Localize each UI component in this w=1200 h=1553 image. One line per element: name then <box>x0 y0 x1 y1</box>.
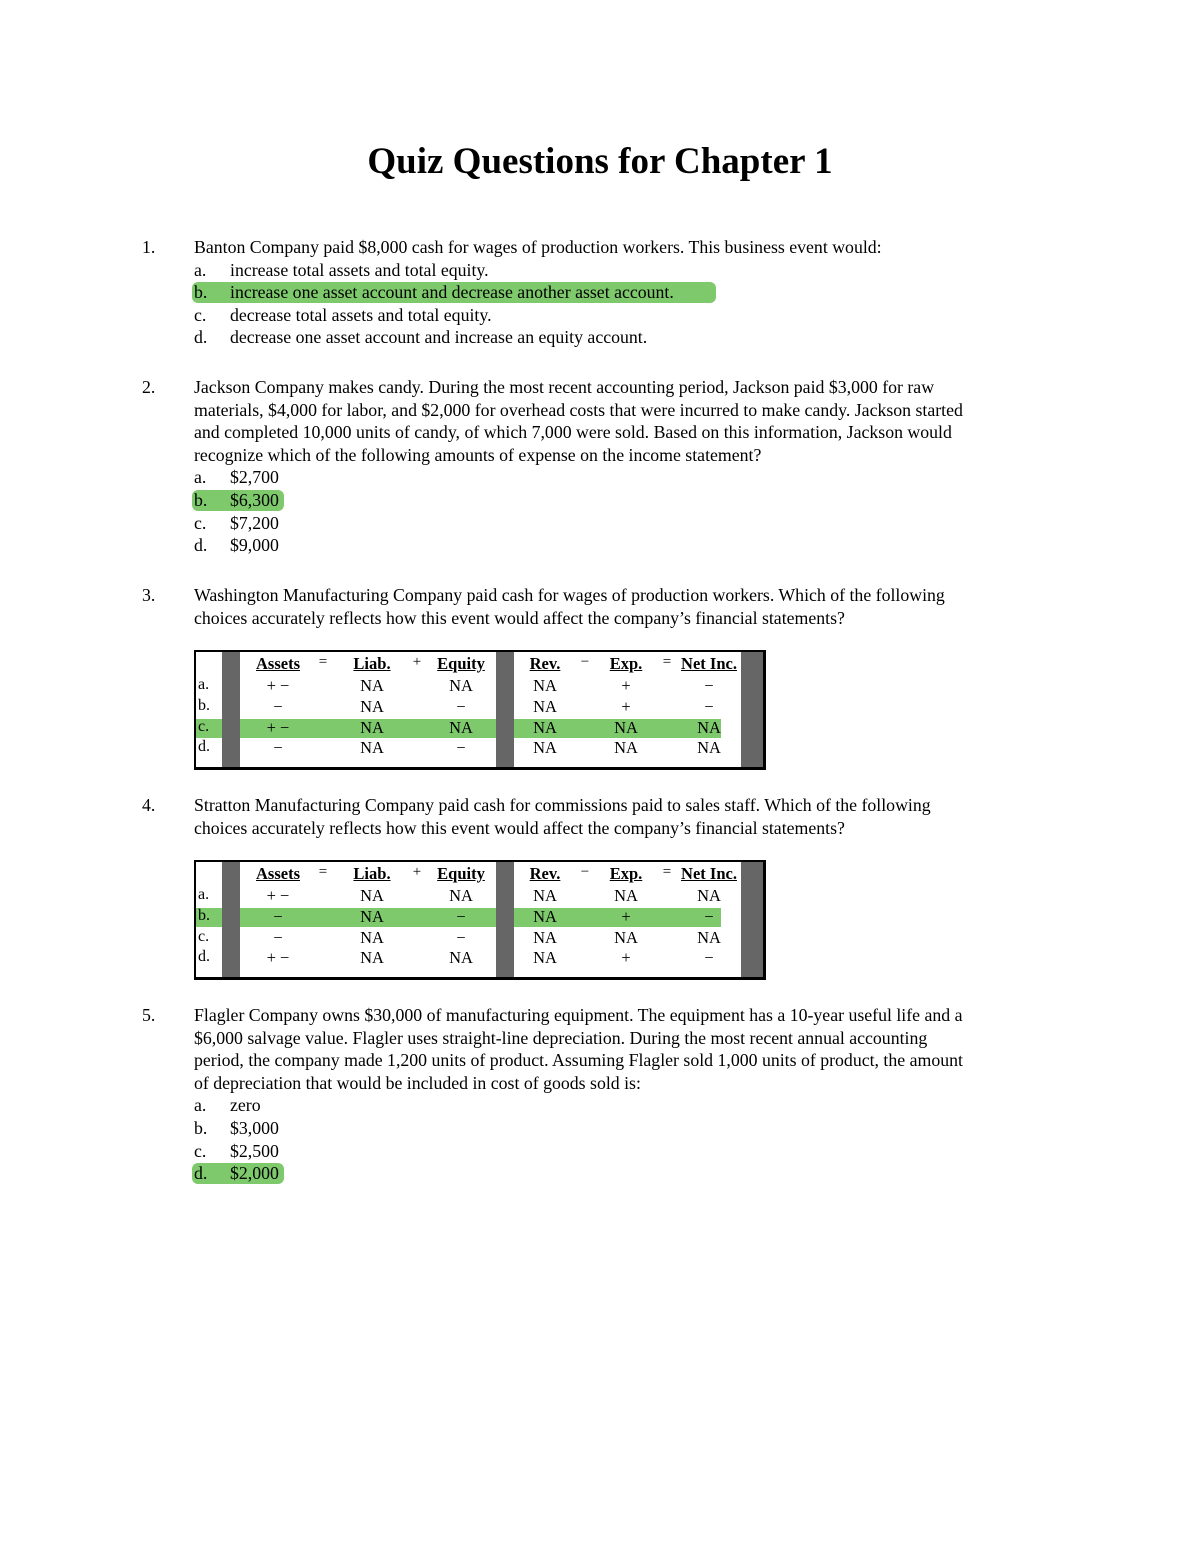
option-d[interactable] <box>194 534 1062 557</box>
column-separator <box>496 652 514 767</box>
table-cell: NA <box>533 886 557 905</box>
table-cell: NA <box>449 886 473 905</box>
table-cell: + <box>621 676 631 695</box>
column-header: Rev. <box>529 654 561 673</box>
question-text-line: Stratton Manufacturing Company paid cash for commissions paid to sales staff. Which of the following <box>194 795 931 815</box>
page-title: Quiz Questions for Chapter 1 <box>367 141 833 182</box>
question-number: 1. <box>142 237 156 257</box>
option-letter: d. <box>194 535 208 556</box>
option-text: $3,000 <box>230 1117 279 1138</box>
table-cell: NA <box>533 907 557 926</box>
question-5 <box>142 1004 1062 1185</box>
row-label[interactable]: c. <box>198 718 210 735</box>
option-text: $2,700 <box>230 467 279 488</box>
table-cell: NA <box>360 948 384 967</box>
question-number: 2. <box>142 377 156 397</box>
option-text: decrease total assets and total equity. <box>230 304 492 325</box>
table-cell: NA <box>533 948 557 967</box>
question-4 <box>142 794 1062 839</box>
row-label[interactable]: b. <box>198 697 210 714</box>
question-number: 4. <box>142 795 156 815</box>
option-letter: c. <box>194 304 207 325</box>
option-letter: a. <box>194 467 207 488</box>
table-cell: − <box>273 928 283 947</box>
table-cell: NA <box>533 928 557 947</box>
table-cell: NA <box>533 676 557 695</box>
table-cell: − <box>273 738 283 757</box>
option-c[interactable] <box>194 304 1062 327</box>
column-separator <box>222 862 240 977</box>
column-header: Equity <box>437 864 485 883</box>
question-text-line: period, the company made 1,200 units of product. Assuming Flagler sold 1,000 units of product, the amount <box>194 1050 963 1071</box>
column-header: Net Inc. <box>681 864 737 883</box>
effects-table-q4 <box>194 860 766 980</box>
column-separator <box>222 652 240 767</box>
row-label[interactable]: b. <box>198 907 210 924</box>
row-label[interactable]: d. <box>198 738 210 755</box>
option-text: $6,300 <box>230 489 279 510</box>
column-separator <box>741 862 763 977</box>
option-c[interactable] <box>194 512 1062 535</box>
option-a[interactable] <box>194 1094 1062 1117</box>
column-header: Exp. <box>609 864 643 883</box>
option-text: $9,000 <box>230 535 279 556</box>
question-text-line: materials, $4,000 for labor, and $2,000 for overhead costs that were incurred to make candy. Jackson started <box>194 399 963 420</box>
table-cell: NA <box>697 928 721 947</box>
option-b-correct[interactable] <box>194 489 1062 512</box>
option-b[interactable] <box>194 1117 1062 1140</box>
table-cell: − <box>456 928 466 947</box>
table-cell: NA <box>360 676 384 695</box>
table-cell: − <box>704 676 714 695</box>
table-cell: − <box>704 907 714 926</box>
column-separator <box>496 862 514 977</box>
column-header: Net Inc. <box>681 654 737 673</box>
option-text: $2,000 <box>230 1163 279 1184</box>
question-text-line: choices accurately reflects how this event would affect the company’s financial statements? <box>194 607 845 628</box>
table-cell: NA <box>697 738 721 757</box>
table-cell: − <box>273 697 283 716</box>
equation-operator: = <box>318 654 328 670</box>
option-d-correct[interactable] <box>194 1162 1062 1185</box>
table-cell: NA <box>533 697 557 716</box>
option-letter: b. <box>194 282 208 303</box>
question-1 <box>142 236 1062 349</box>
row-label[interactable]: d. <box>198 948 210 965</box>
table-cell: NA <box>360 886 384 905</box>
table-cell: NA <box>360 697 384 716</box>
row-label[interactable]: a. <box>198 676 210 693</box>
table-cell: NA <box>449 676 473 695</box>
table-cell: NA <box>614 928 638 947</box>
column-header: Equity <box>437 654 485 673</box>
option-d[interactable] <box>194 326 1062 349</box>
question-text-line: Washington Manufacturing Company paid cash for wages of production workers. Which of the following <box>194 585 945 605</box>
table-cell: NA <box>614 886 638 905</box>
table-cell: NA <box>614 738 638 757</box>
option-letter: c. <box>194 1140 207 1161</box>
equation-operator: = <box>662 864 672 880</box>
question-3 <box>142 584 1062 629</box>
option-letter: c. <box>194 512 207 533</box>
column-header: Liab. <box>353 864 391 883</box>
column-header: Rev. <box>529 864 561 883</box>
question-number: 5. <box>142 1005 156 1025</box>
table-cell: − <box>456 907 466 926</box>
table-cell: − <box>456 697 466 716</box>
table-cell: − <box>704 697 714 716</box>
equation-operator: − <box>580 654 590 670</box>
question-text-line: of depreciation that would be included in cost of goods sold is: <box>194 1072 641 1093</box>
table-cell: + − <box>266 948 290 967</box>
question-text: Banton Company paid $8,000 cash for wages of production workers. This business event would: <box>194 237 882 257</box>
effects-table-q3 <box>194 650 766 770</box>
option-a[interactable] <box>194 466 1062 489</box>
table-cell: NA <box>697 718 721 737</box>
question-text-line: Flagler Company owns $30,000 of manufacturing equipment. The equipment has a 10-year useful life and a <box>194 1005 963 1025</box>
question-number: 3. <box>142 585 156 605</box>
option-b-correct[interactable] <box>194 281 1062 304</box>
table-cell: + − <box>266 718 290 737</box>
table-cell: − <box>704 948 714 967</box>
option-c[interactable] <box>194 1140 1062 1163</box>
table-cell: NA <box>360 907 384 926</box>
equation-operator: − <box>580 864 590 880</box>
table-cell: + <box>621 948 631 967</box>
table-cell: + <box>621 907 631 926</box>
question-text-line: $6,000 salvage value. Flagler uses straight-line depreciation. During the most recent annual accounting <box>194 1027 928 1048</box>
option-letter: a. <box>194 1095 207 1116</box>
table-cell: − <box>273 907 283 926</box>
option-text: zero <box>230 1095 261 1116</box>
table-cell: + − <box>266 676 290 695</box>
equation-operator: + <box>412 864 422 880</box>
column-header: Exp. <box>609 654 643 673</box>
option-text: increase one asset account and decrease another asset account. <box>230 282 674 303</box>
table-cell: NA <box>533 718 557 737</box>
equation-operator: = <box>662 654 672 670</box>
equation-operator: + <box>412 654 422 670</box>
option-letter: d. <box>194 327 208 348</box>
option-text: decrease one asset account and increase an equity account. <box>230 327 648 348</box>
table-cell: + <box>621 697 631 716</box>
table-cell: NA <box>360 718 384 737</box>
table-cell: NA <box>360 738 384 757</box>
row-label[interactable]: c. <box>198 928 210 945</box>
equation-operator: = <box>318 864 328 880</box>
option-letter: b. <box>194 1117 208 1138</box>
question-2 <box>142 376 1062 557</box>
option-text: $7,200 <box>230 512 279 533</box>
question-text-line: recognize which of the following amounts of expense on the income statement? <box>194 444 762 465</box>
question-text-line: Jackson Company makes candy. During the most recent accounting period, Jackson paid $3,000 for raw <box>194 377 935 397</box>
table-cell: − <box>456 738 466 757</box>
table-cell: NA <box>614 718 638 737</box>
option-letter: b. <box>194 489 208 510</box>
row-label[interactable]: a. <box>198 886 210 903</box>
option-a[interactable] <box>194 259 1062 282</box>
table-cell: NA <box>449 718 473 737</box>
question-text-line: and completed 10,000 units of candy, of which 7,000 were sold. Based on this information, Jackson would <box>194 422 952 443</box>
column-header: Assets <box>256 864 300 883</box>
option-text: increase total assets and total equity. <box>230 259 489 280</box>
table-cell: NA <box>360 928 384 947</box>
option-letter: d. <box>194 1163 208 1184</box>
table-cell: NA <box>697 886 721 905</box>
question-text-line: choices accurately reflects how this event would affect the company’s financial statements? <box>194 817 845 838</box>
option-text: $2,500 <box>230 1140 279 1161</box>
column-header: Assets <box>256 654 300 673</box>
column-header: Liab. <box>353 654 391 673</box>
column-separator <box>741 652 763 767</box>
table-cell: + − <box>266 886 290 905</box>
option-letter: a. <box>194 259 207 280</box>
table-cell: NA <box>449 948 473 967</box>
table-cell: NA <box>533 738 557 757</box>
